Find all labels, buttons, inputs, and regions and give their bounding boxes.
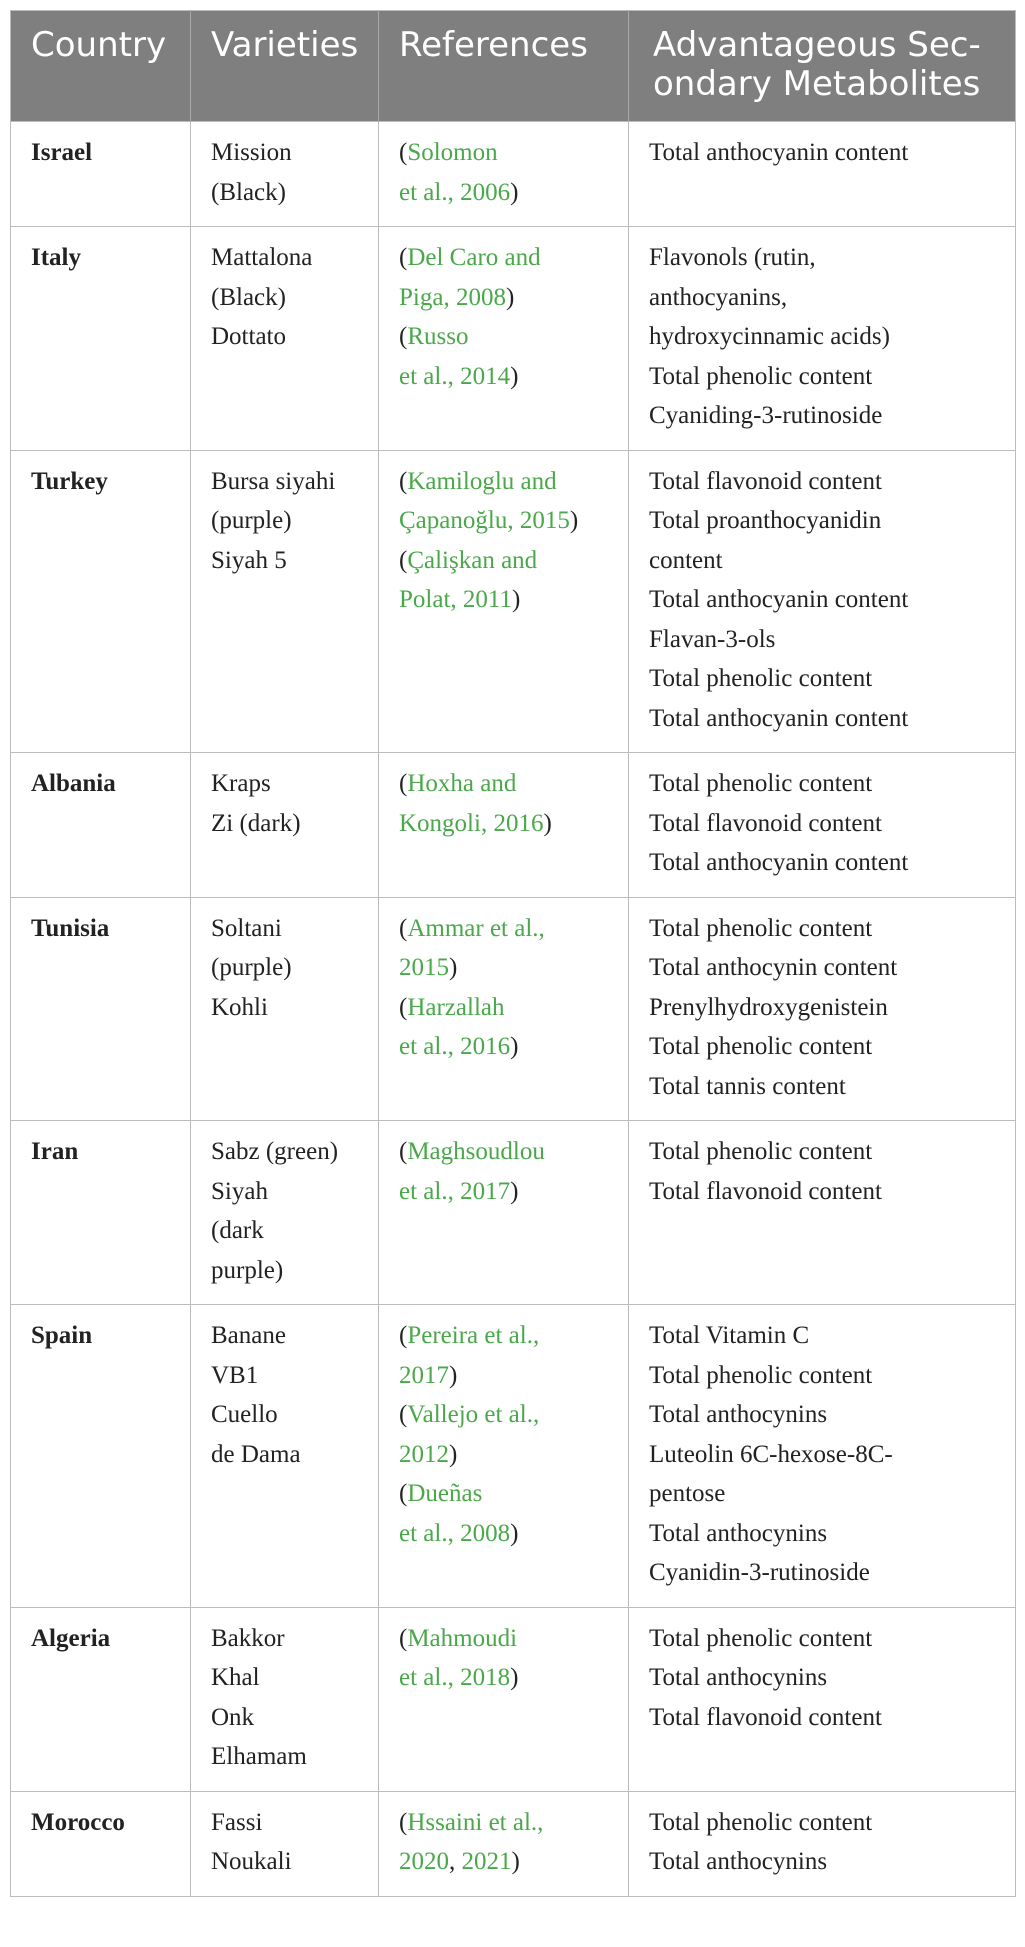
reference-link[interactable]: 2020 xyxy=(399,1848,449,1875)
header-metabolites-line1: Advantageous Sec- xyxy=(653,25,981,65)
metabolite-line: Cyanidin-3-rutinoside xyxy=(649,1559,870,1586)
metabolites-cell xyxy=(629,1791,1016,1896)
metabolite-line: pentose xyxy=(649,1480,726,1507)
reference-link[interactable]: Mahmoudi xyxy=(407,1624,518,1652)
open-paren: ( xyxy=(399,244,408,271)
table-body xyxy=(11,122,1016,1897)
variety-line: VB1 xyxy=(211,1361,259,1389)
variety-line: Fassi xyxy=(211,1808,263,1836)
reference-line xyxy=(399,1803,620,1843)
reference-link[interactable]: Solomon xyxy=(407,139,498,166)
metabolite-line: Total phenolic content xyxy=(649,362,873,390)
open-paren: ( xyxy=(399,1808,408,1836)
metabolite-line: Flavan-3-ols xyxy=(649,625,776,653)
header-references: References xyxy=(379,11,629,122)
varieties-cell xyxy=(191,897,379,1121)
metabolites-cell xyxy=(629,753,1016,898)
varieties-cell xyxy=(191,753,379,898)
reference-line xyxy=(399,501,620,541)
close-paren: ) xyxy=(449,954,458,981)
reference-link[interactable]: Kamiloglu and xyxy=(407,467,557,495)
reference-line xyxy=(399,1842,620,1882)
metabolite-line: Total tannis content xyxy=(649,1072,846,1100)
variety-line: Soltani xyxy=(211,914,282,942)
reference-line xyxy=(399,804,620,844)
table-row xyxy=(11,122,1016,227)
open-paren: ( xyxy=(399,1401,408,1428)
open-paren: ( xyxy=(399,914,408,942)
reference-line xyxy=(399,1619,620,1659)
metabolite-line: Total anthocyanin content xyxy=(649,704,909,732)
reference-link[interactable]: 2021 xyxy=(461,1848,512,1875)
reference-link[interactable]: Maghsoudlou xyxy=(407,1138,545,1165)
varieties-cell xyxy=(191,227,379,451)
reference-line xyxy=(399,173,620,213)
reference-line xyxy=(399,1474,620,1514)
metabolite-line: Total flavonoid content xyxy=(649,467,882,495)
open-paren: ( xyxy=(399,1322,408,1349)
reference-line xyxy=(399,948,620,988)
country-cell: Algeria xyxy=(11,1607,191,1791)
table-row xyxy=(11,753,1016,898)
variety-line: Khal xyxy=(211,1664,260,1691)
country-cell: Tunisia xyxy=(11,897,191,1121)
variety-line: (dark xyxy=(211,1217,264,1244)
table-row xyxy=(11,1607,1016,1791)
varieties-cell xyxy=(191,122,379,227)
metabolite-line: content xyxy=(649,546,723,574)
header-metabolites-line2: ondary Metabolites xyxy=(653,64,981,104)
country-cell: Iran xyxy=(11,1121,191,1305)
metabolite-line: Total phenolic content xyxy=(649,1033,873,1060)
close-paren: ) xyxy=(511,1848,520,1875)
reference-line xyxy=(399,1316,620,1356)
metabolite-line: hydroxycinnamic acids) xyxy=(649,323,890,350)
table-header-row xyxy=(11,11,1016,122)
variety-line: Dottato xyxy=(211,323,286,350)
metabolites-cell xyxy=(629,1305,1016,1608)
reference-link[interactable]: Çapanoğlu, 2015 xyxy=(399,507,570,534)
close-paren: ) xyxy=(511,586,521,613)
country-cell: Turkey xyxy=(11,450,191,753)
metabolite-line: Total phenolic content xyxy=(649,1361,873,1389)
metabolite-line: Total anthocyanin content xyxy=(649,586,909,613)
variety-line: Onk xyxy=(211,1703,255,1731)
variety-line: (Black) xyxy=(211,283,286,311)
reference-link[interactable]: et al., 2014 xyxy=(399,362,511,390)
reference-link[interactable]: Russo xyxy=(407,323,469,350)
metabolite-line: Total phenolic content xyxy=(649,914,873,942)
open-paren: ( xyxy=(399,323,408,350)
references-cell xyxy=(379,1121,629,1305)
variety-line: (purple) xyxy=(211,954,292,981)
metabolites-cell xyxy=(629,227,1016,451)
reference-link[interactable]: Ammar et al., xyxy=(407,914,545,942)
country-cell: Israel xyxy=(11,122,191,227)
table-row xyxy=(11,1791,1016,1896)
reference-link[interactable]: Çalişkan and xyxy=(407,546,538,574)
open-paren: ( xyxy=(399,770,408,797)
varieties-cell xyxy=(191,1121,379,1305)
reference-link[interactable]: Hssaini et al., xyxy=(407,1808,544,1836)
reference-link[interactable]: Piga, 2008 xyxy=(399,283,506,311)
metabolite-line: Prenylhydroxygenistein xyxy=(649,993,888,1021)
country-cell: Italy xyxy=(11,227,191,451)
reference-line xyxy=(399,909,620,949)
variety-line: Mattalona xyxy=(211,244,313,271)
close-paren: ) xyxy=(569,507,579,534)
metabolite-line: Total flavonoid content xyxy=(649,809,882,837)
metabolite-line: Total proanthocyanidin xyxy=(649,507,882,534)
reference-line xyxy=(399,580,620,620)
table-row xyxy=(11,1121,1016,1305)
reference-link[interactable]: et al., 2017 xyxy=(399,1177,511,1205)
country-cell: Albania xyxy=(11,753,191,898)
reference-line xyxy=(399,1027,620,1067)
table-row xyxy=(11,897,1016,1121)
variety-line: Zi (dark) xyxy=(211,809,301,837)
reference-link[interactable]: Kongoli, 2016 xyxy=(399,809,544,837)
metabolite-line: Total anthocyanin content xyxy=(649,139,909,166)
reference-link[interactable]: et al., 2018 xyxy=(399,1664,511,1691)
metabolite-line: Total anthocynins xyxy=(649,1519,828,1547)
metabolite-line: Total anthocynins xyxy=(649,1664,828,1691)
variety-line: Bursa siyahi xyxy=(211,467,336,495)
reference-line xyxy=(399,462,620,502)
country-cell: Spain xyxy=(11,1305,191,1608)
reference-link[interactable]: Vallejo et al., xyxy=(407,1401,540,1428)
reference-line xyxy=(399,541,620,581)
reference-link[interactable]: et al., 2016 xyxy=(399,1033,511,1060)
variety-line: Kraps xyxy=(211,770,271,797)
metabolite-line: Cyaniding-3-rutinoside xyxy=(649,402,883,429)
close-paren: ) xyxy=(510,1664,519,1691)
reference-line xyxy=(399,1435,620,1475)
metabolite-line: Total flavonoid content xyxy=(649,1703,882,1731)
metabolites-table xyxy=(10,10,1016,1897)
close-paren: ) xyxy=(449,1440,458,1468)
metabolite-line: Total flavonoid content xyxy=(649,1177,882,1205)
reference-line xyxy=(399,1356,620,1396)
reference-line xyxy=(399,764,620,804)
reference-link[interactable]: 2015 xyxy=(399,954,449,981)
reference-link[interactable]: et al., 2008 xyxy=(399,1519,511,1547)
country-cell: Morocco xyxy=(11,1791,191,1896)
reference-line xyxy=(399,1514,620,1554)
metabolite-line: Total Vitamin C xyxy=(649,1322,810,1349)
reference-line xyxy=(399,1395,620,1435)
variety-line: Noukali xyxy=(211,1848,292,1875)
metabolite-line: Total anthocynins xyxy=(649,1401,828,1428)
reference-link[interactable]: Dueñas xyxy=(407,1480,483,1507)
references-cell xyxy=(379,1791,629,1896)
variety-line: (Black) xyxy=(211,178,286,206)
table-row xyxy=(11,1305,1016,1608)
close-paren: ) xyxy=(510,362,519,390)
metabolite-line: Total phenolic content xyxy=(649,1138,873,1165)
variety-line: Siyah xyxy=(211,1177,268,1205)
variety-line: purple) xyxy=(211,1256,284,1284)
reference-line xyxy=(399,238,620,278)
reference-link[interactable]: 2012 xyxy=(399,1440,449,1468)
variety-line: Cuello xyxy=(211,1401,278,1428)
header-metabolites xyxy=(629,11,1016,122)
close-paren: ) xyxy=(510,178,519,206)
reference-line xyxy=(399,1658,620,1698)
metabolite-line: anthocyanins, xyxy=(649,283,788,311)
variety-line: Elhamam xyxy=(211,1743,307,1770)
variety-line: de Dama xyxy=(211,1440,301,1468)
metabolite-line: Total anthocynins xyxy=(649,1848,828,1875)
variety-line: Kohli xyxy=(211,993,268,1021)
variety-line: Sabz (green) xyxy=(211,1138,339,1165)
metabolite-line: Total phenolic content xyxy=(649,665,873,692)
metabolites-cell xyxy=(629,1607,1016,1791)
metabolites-cell xyxy=(629,450,1016,753)
reference-link[interactable]: Hoxha and xyxy=(407,770,517,797)
reference-link[interactable]: Harzallah xyxy=(407,993,505,1021)
metabolites-cell xyxy=(629,122,1016,227)
reference-line xyxy=(399,1132,620,1172)
references-cell xyxy=(379,1607,629,1791)
references-cell xyxy=(379,122,629,227)
metabolite-line: Total phenolic content xyxy=(649,1808,873,1836)
reference-link[interactable]: Del Caro and xyxy=(407,244,541,271)
references-cell xyxy=(379,897,629,1121)
table-row xyxy=(11,227,1016,451)
open-paren: ( xyxy=(399,1138,408,1165)
header-varieties: Varieties xyxy=(191,11,379,122)
metabolite-line: Total phenolic content xyxy=(649,770,873,797)
references-cell xyxy=(379,450,629,753)
metabolites-cell xyxy=(629,897,1016,1121)
reference-line xyxy=(399,317,620,357)
separator: , xyxy=(449,1848,462,1875)
header-country: Country xyxy=(11,11,191,122)
varieties-cell xyxy=(191,1607,379,1791)
open-paren: ( xyxy=(399,546,408,574)
close-paren: ) xyxy=(510,1033,519,1060)
metabolite-line: Luteolin 6C-hexose-8C- xyxy=(649,1440,893,1468)
varieties-cell xyxy=(191,1305,379,1608)
metabolites-cell xyxy=(629,1121,1016,1305)
reference-link[interactable]: Polat, 2011 xyxy=(399,586,512,613)
variety-line: Banane xyxy=(211,1322,286,1349)
references-cell xyxy=(379,227,629,451)
open-paren: ( xyxy=(399,1480,408,1507)
variety-line: Siyah 5 xyxy=(211,546,287,574)
open-paren: ( xyxy=(399,1624,408,1652)
metabolite-line: Total phenolic content xyxy=(649,1624,873,1652)
close-paren: ) xyxy=(510,1519,519,1547)
open-paren: ( xyxy=(399,139,408,166)
varieties-cell xyxy=(191,1791,379,1896)
close-paren: ) xyxy=(510,1177,519,1205)
variety-line: (purple) xyxy=(211,507,292,534)
variety-line: Mission xyxy=(211,139,292,166)
reference-line xyxy=(399,357,620,397)
metabolite-line: Total anthocyanin content xyxy=(649,849,909,876)
varieties-cell xyxy=(191,450,379,753)
reference-link[interactable]: Pereira et al., xyxy=(407,1322,540,1349)
metabolite-line: Total anthocynin content xyxy=(649,954,898,981)
open-paren: ( xyxy=(399,467,408,495)
close-paren: ) xyxy=(505,283,515,311)
metabolite-line: Flavonols (rutin, xyxy=(649,244,816,271)
reference-line xyxy=(399,988,620,1028)
reference-line xyxy=(399,133,620,173)
close-paren: ) xyxy=(449,1361,458,1389)
reference-link[interactable]: 2017 xyxy=(399,1361,449,1389)
reference-link[interactable]: et al., 2006 xyxy=(399,178,511,206)
close-paren: ) xyxy=(543,809,552,837)
reference-line xyxy=(399,278,620,318)
references-cell xyxy=(379,753,629,898)
variety-line: Bakkor xyxy=(211,1624,285,1652)
metabolites-table-container xyxy=(10,10,1015,1897)
table-row xyxy=(11,450,1016,753)
open-paren: ( xyxy=(399,993,408,1021)
reference-line xyxy=(399,1172,620,1212)
references-cell xyxy=(379,1305,629,1608)
